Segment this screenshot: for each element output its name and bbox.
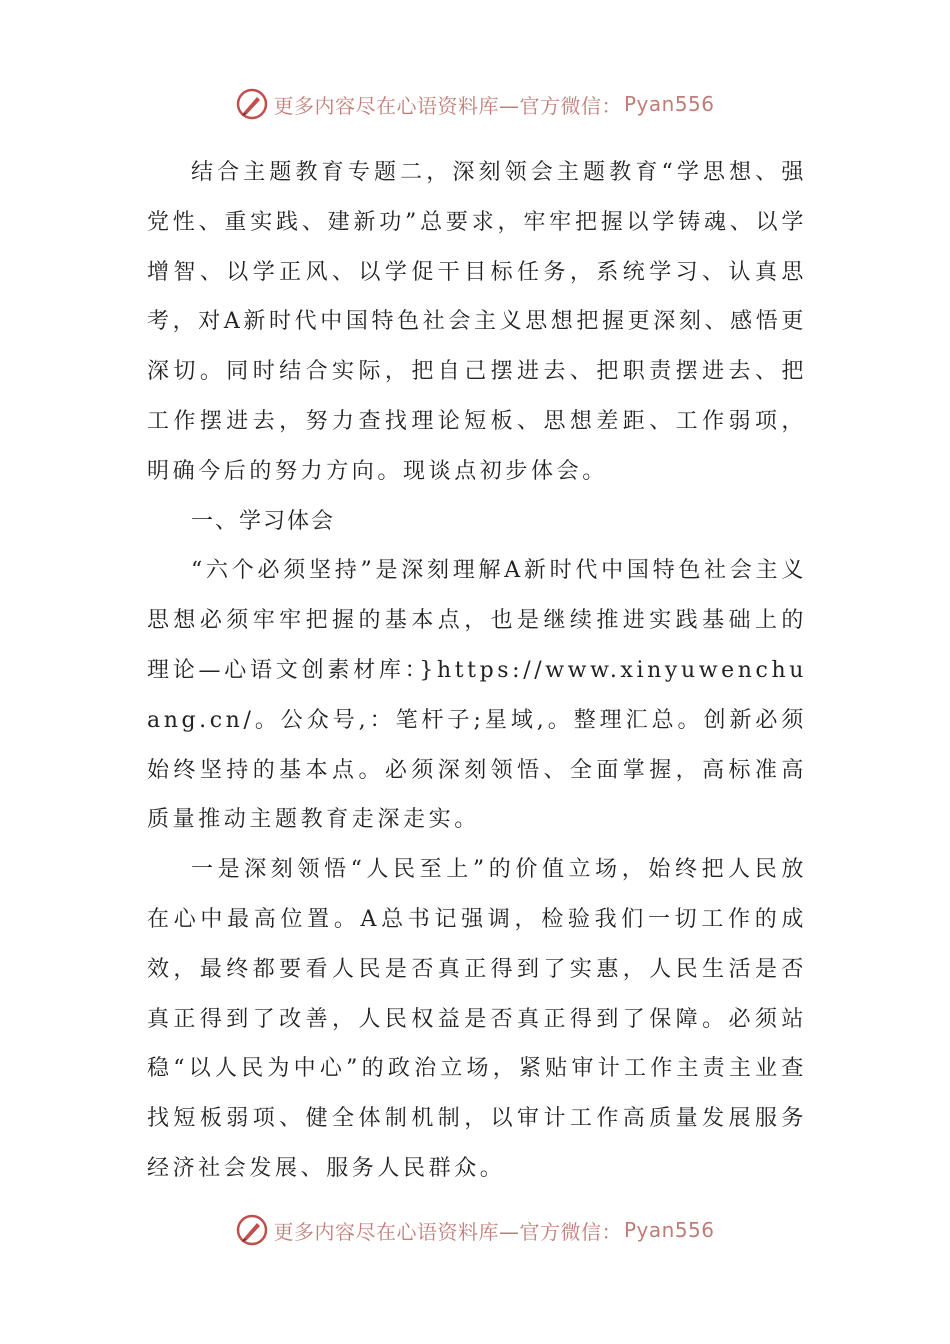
- pen-logo-icon: [235, 87, 269, 121]
- body-paragraph: “六个必须坚持”是深刻理解A新时代中国特色社会主义思想必须牢牢把握的基本点，也是继续推进实践基础上的理论—心语文创素材库：}https://www.xinyuwenchuang.cn/。公众号,：笔杆子;星域,。整理汇总。创新必须始终坚持的基本点。必须深刻领悟、全面掌握，高标准高质量推动主题教育走深走实。: [147, 558, 807, 833]
- banner-wechat-id: Pyan556: [623, 1218, 715, 1242]
- banner-wechat-id: Pyan556: [623, 92, 715, 116]
- banner-text: 更多内容尽在心语资料库—官方微信：: [273, 1219, 622, 1244]
- header-banner: [0, 84, 950, 124]
- pen-logo-icon: [235, 1213, 269, 1247]
- banner-text: 更多内容尽在心语资料库—官方微信：: [273, 93, 622, 118]
- intro-paragraph: 结合主题教育专题二，深刻领会主题教育“学思想、强党性、重实践、建新功”总要求，牢牢把握以学铸魂、以学增智、以学正风、以学促干目标任务，系统学习、认真思考，对A新时代中国特色社会主义思想把握更深刻、感悟更深切。同时结合实际，把自己摆进去、把职责摆进去、把工作摆进去，努力查找理论短板、思想差距、工作弱项，明确今后的努力方向。现谈点初步体会。: [147, 160, 807, 484]
- body-paragraph: 一是深刻领悟“人民至上”的价值立场，始终把人民放在心中最高位置。A总书记强调，检验我们一切工作的成效，最终都要看人民是否真正得到了实惠，人民生活是否真正得到了改善，人民权益是否真正得到了保障。必须站稳“以人民为中心”的政治立场，紧贴审计工作主责主业查找短板弱项、健全体制机制，以审计工作高质量发展服务经济社会发展、服务人民群众。: [147, 857, 807, 1181]
- section-heading: 一、学习体会: [191, 508, 336, 534]
- footer-banner: [0, 1210, 950, 1250]
- document-body: [147, 148, 807, 1194]
